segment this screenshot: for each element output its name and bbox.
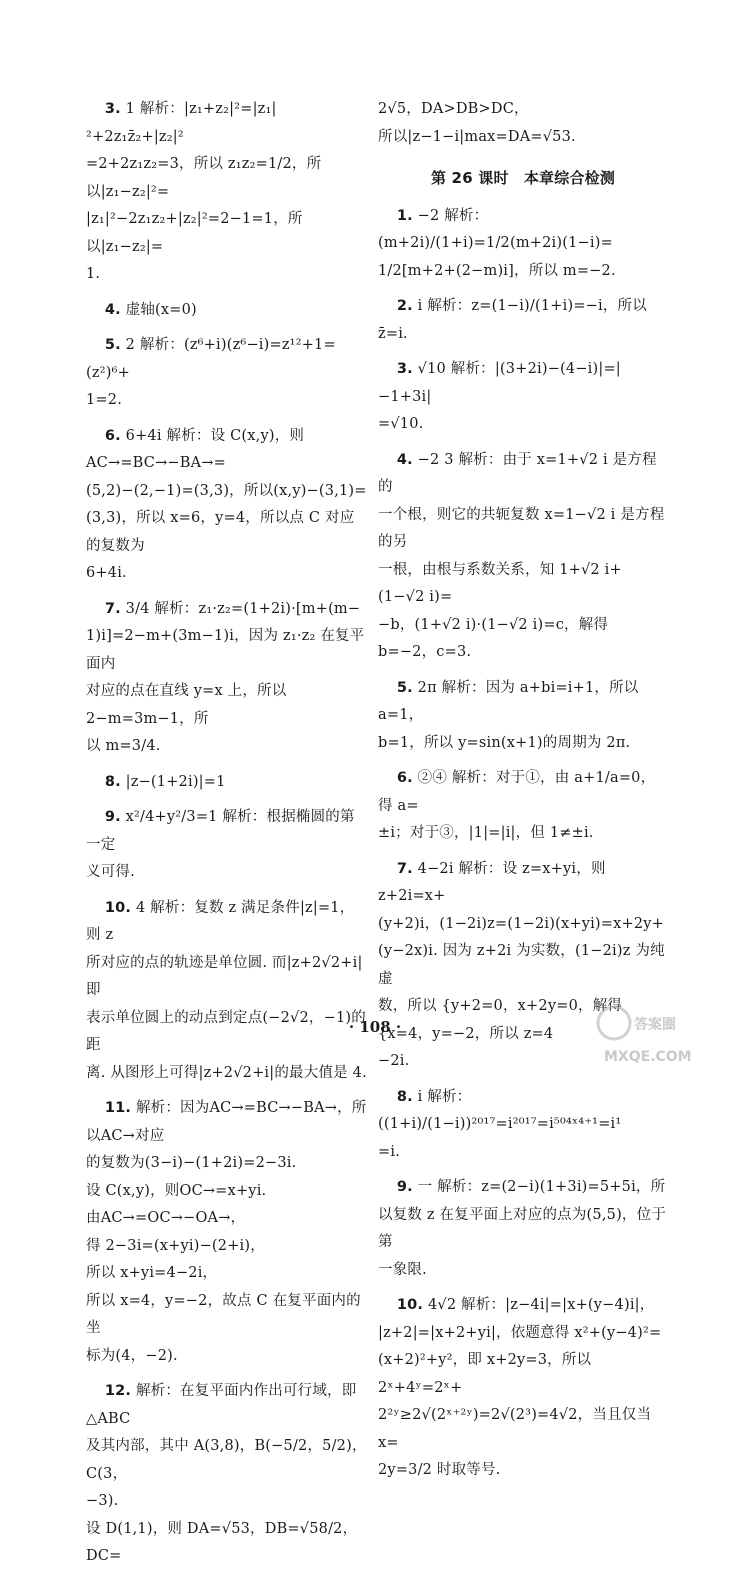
answer-item xyxy=(378,293,668,348)
item-number: 3. xyxy=(104,101,121,117)
item-number: 3. xyxy=(396,361,413,377)
item-text: 4√2 解析：|z−4i|=|x+(y−4)i|， xyxy=(423,1297,655,1313)
right-column-answers xyxy=(378,203,668,1485)
item-text: b=1，所以 y=sin(x+1)的周期为 2π. xyxy=(378,734,631,751)
answer-line xyxy=(378,820,668,848)
answer-line xyxy=(86,151,368,206)
item-text: (3,3)，所以 x=6，y=4，所以点 C 对应的复数为 xyxy=(86,510,355,554)
item-gap xyxy=(86,588,368,596)
item-text: 1 解析：|z₁+z₂|²=|z₁|²+2z₁z̄₂+|z₂|² xyxy=(86,101,277,145)
item-text: 所对应的点的轨迹是单位圆. 而|z+2√2+i|即 xyxy=(86,954,363,998)
item-text: =√10. xyxy=(378,416,424,432)
item-text: −2 解析：(m+2i)/(1+i)=1/2(m+2i)(1−i)= xyxy=(378,207,613,251)
answer-line xyxy=(378,258,668,286)
answer-line xyxy=(86,623,368,678)
item-number: 7. xyxy=(396,860,413,877)
item-text: 2y=3/2 时取等号. xyxy=(378,1462,501,1478)
answer-line xyxy=(86,478,368,506)
answer-line xyxy=(86,1178,368,1206)
answer-line xyxy=(86,1260,368,1288)
answer-line xyxy=(378,557,668,612)
item-number: 1. xyxy=(396,207,413,224)
item-text: 2√5，DA>DB>DC， xyxy=(378,101,529,117)
answer-line xyxy=(86,733,368,761)
item-text: ②④ 解析：对于①，由 a+1/a=0，得 a= xyxy=(378,770,656,814)
answer-line xyxy=(86,387,368,415)
answer-line xyxy=(86,859,368,887)
item-gap xyxy=(378,1076,668,1084)
answer-line xyxy=(86,1205,368,1233)
item-text: 所以 x+yi=4−2i， xyxy=(86,1265,218,1281)
item-text: 数，所以 {y+2=0，x+2y=0，解得 {x=4，y=−2，所以 z=4 xyxy=(378,998,623,1042)
item-text: √10 解析：|(3+2i)−(4−i)|=|−1+3i| xyxy=(378,361,621,405)
item-text: 以 m=3/4. xyxy=(86,738,161,754)
item-gap xyxy=(86,1370,368,1378)
section-heading: 第 26 课时 本章综合检测 xyxy=(430,169,616,187)
item-text: 6+4i 解析：设 C(x,y)，则 AC→=BC→−BA→= xyxy=(86,427,305,471)
item-text: 1)i]=2−m+(3m−1)i，因为 z₁·z₂ 在复平面内 xyxy=(86,628,365,672)
answer-line xyxy=(86,206,368,261)
item-text: i 解析：((1+i)/(1−i))²⁰¹⁷=i²⁰¹⁷=i⁵⁰⁴ˣ⁴⁺¹=i¹ xyxy=(378,1088,622,1132)
item-text: 对应的点在直线 y=x 上，所以 2−m=3m−1，所 xyxy=(86,683,287,727)
item-gap xyxy=(86,887,368,895)
answer-line xyxy=(86,1343,368,1371)
item-gap xyxy=(86,761,368,769)
answer-line xyxy=(86,678,368,733)
item-text: 义可得. xyxy=(86,864,135,880)
answer-item xyxy=(86,895,368,950)
item-gap xyxy=(378,757,668,765)
page-number: · 108 · xyxy=(348,1018,402,1036)
answer-line xyxy=(378,1139,668,1167)
item-number: 4. xyxy=(396,451,413,468)
item-gap xyxy=(86,796,368,804)
item-text: 一 解析：z=(2−i)(1+3i)=5+5i，所 xyxy=(412,1179,666,1195)
item-gap xyxy=(378,439,668,447)
answer-item xyxy=(378,1174,668,1202)
item-text: 4 解析：复数 z 满足条件|z|=1，则 z xyxy=(86,899,355,943)
answer-item xyxy=(378,356,668,411)
item-text: 2 解析：(z⁶+i)(z⁶−i)=z¹²+1=(z²)⁶+ xyxy=(86,337,336,381)
answer-item xyxy=(86,96,368,151)
item-number: 5. xyxy=(396,679,413,696)
item-text: 解析：在复平面内作出可行域，即△ABC xyxy=(86,1383,357,1427)
answer-line xyxy=(86,1150,368,1178)
item-text: 1/2[m+2+(2−m)i]，所以 m=−2. xyxy=(378,262,616,279)
answer-item xyxy=(86,596,368,624)
item-gap xyxy=(86,324,368,332)
right-column xyxy=(378,96,668,1485)
answer-line xyxy=(86,950,368,1005)
item-number: 11. xyxy=(104,1100,132,1116)
item-text: |z−(1+2i)|=1 xyxy=(120,773,226,790)
item-text: i 解析：z=(1−i)/(1+i)=−i，所以 z̄=i. xyxy=(378,298,647,342)
answer-line xyxy=(378,1257,668,1285)
item-gap xyxy=(378,848,668,856)
answer-item xyxy=(378,203,668,258)
left-column xyxy=(86,96,368,1571)
answer-item xyxy=(86,804,368,859)
item-number: 8. xyxy=(104,773,121,790)
item-text: 离. 从图形上可得|z+2√2+i|的最大值是 4. xyxy=(86,1064,367,1081)
answer-line xyxy=(378,911,668,939)
answer-item xyxy=(378,765,668,820)
item-number: 4. xyxy=(104,301,121,318)
answer-line xyxy=(86,560,368,588)
answer-line xyxy=(86,505,368,560)
answer-item xyxy=(378,1292,668,1320)
answer-line xyxy=(378,1457,668,1485)
answer-item xyxy=(378,856,668,911)
item-text: 解析：因为AC→=BC→−BA→，所以AC→对应 xyxy=(86,1100,367,1144)
answer-line xyxy=(378,411,668,439)
item-text: −2 3 解析：由于 x=1+√2 i 是方程的 xyxy=(378,451,657,495)
answer-line xyxy=(86,261,368,289)
item-text: 标为(4，−2). xyxy=(86,1347,178,1364)
watermark-logo xyxy=(594,997,744,1069)
item-text: =2+2z₁z₂=3，所以 z₁z₂=1/2，所以|z₁−z₂|²= xyxy=(86,156,322,200)
item-number: 9. xyxy=(104,809,121,825)
item-number: 10. xyxy=(396,1297,424,1313)
item-text: 由AC→=OC→−OA→， xyxy=(86,1210,246,1226)
answer-line xyxy=(378,124,668,152)
item-text: 一个根，则它的共轭复数 x=1−√2 i 是方程的另 xyxy=(378,506,665,550)
item-text: =i. xyxy=(378,1143,400,1160)
answer-line xyxy=(378,1347,668,1402)
item-text: 所以|z−1−i|max=DA=√53. xyxy=(378,128,576,145)
item-gap xyxy=(378,285,668,293)
answer-item xyxy=(86,297,368,325)
item-text: −3). xyxy=(86,1493,119,1509)
answer-line xyxy=(86,1516,368,1571)
answer-item xyxy=(86,332,368,387)
item-text: 得 2−3i=(x+yi)−(2+i)， xyxy=(86,1237,265,1254)
item-text: 所以 x=4，y=−2，故点 C 在复平面内的坐 xyxy=(86,1292,361,1336)
answer-line xyxy=(378,1402,668,1457)
item-text: (y−2x)i. 因为 z+2i 为实数，(1−2i)z 为纯虚 xyxy=(378,943,665,987)
answer-line xyxy=(378,938,668,993)
answer-item xyxy=(86,423,368,478)
answer-line xyxy=(378,730,668,758)
item-text: |z+2|=|x+2+yi|，依题意得 x²+(y−4)²= xyxy=(378,1324,662,1341)
item-gap xyxy=(378,1166,668,1174)
item-gap xyxy=(86,289,368,297)
item-text: 1=2. xyxy=(86,392,123,408)
item-text: (x+2)²+y²，即 x+2y=3，所以 2ˣ+4ʸ=2ˣ+ xyxy=(378,1352,592,1396)
item-text: (5,2)−(2,−1)=(3,3)，所以(x,y)−(3,1)= xyxy=(86,482,367,499)
answer-item xyxy=(86,1378,368,1433)
item-number: 12. xyxy=(104,1383,132,1399)
item-gap xyxy=(86,1087,368,1095)
answer-line xyxy=(378,1202,668,1257)
item-text: 3/4 解析：z₁·z₂=(1+2i)·[m+(m− xyxy=(120,600,361,617)
item-number: 7. xyxy=(104,600,121,617)
item-text: ±i；对于③，|1|=|i|，但 1≠±i. xyxy=(378,825,594,841)
item-text: 的复数为(3−i)−(1+2i)=2−3i. xyxy=(86,1155,297,1171)
answer-line xyxy=(86,1433,368,1488)
item-text: 一象限. xyxy=(378,1261,427,1278)
answer-item xyxy=(378,1084,668,1139)
item-number: 10. xyxy=(104,899,132,916)
item-number: 6. xyxy=(104,427,121,444)
item-text: 以复数 z 在复平面上对应的点为(5,5)，位于第 xyxy=(378,1206,667,1250)
item-text: (y+2)i，(1−2i)z=(1−2i)(x+yi)=x+2y+ xyxy=(378,915,665,932)
right-column-continuation xyxy=(378,96,668,151)
item-number: 8. xyxy=(396,1088,413,1105)
answer-line xyxy=(378,96,668,124)
item-gap xyxy=(378,667,668,675)
item-number: 5. xyxy=(104,337,121,353)
item-gap xyxy=(378,1284,668,1292)
item-text: 一根，由根与系数关系，知 1+√2 i+(1−√2 i)= xyxy=(378,561,622,605)
answer-line xyxy=(86,1288,368,1343)
item-text: −2i. xyxy=(378,1053,410,1069)
answer-line xyxy=(86,1488,368,1516)
item-text: 6+4i. xyxy=(86,565,127,581)
item-number: 2. xyxy=(396,298,413,314)
item-text: −b，(1+√2 i)·(1−√2 i)=c，解得 b=−2，c=3. xyxy=(378,616,609,660)
item-number: 6. xyxy=(396,770,413,786)
answer-line xyxy=(378,502,668,557)
item-text: 设 D(1,1)，则 DA=√53，DB=√58/2，DC= xyxy=(86,1520,358,1564)
item-text: 及其内部，其中 A(3,8)，B(−5/2，5/2)，C(3， xyxy=(86,1438,367,1482)
answer-line xyxy=(86,1233,368,1261)
item-gap xyxy=(86,415,368,423)
answer-item xyxy=(378,447,668,502)
answer-line xyxy=(86,1060,368,1088)
item-text: 2²ʸ≥2√(2ˣ⁺²ʸ)=2√(2³)=4√2，当且仅当 x= xyxy=(378,1407,652,1451)
item-number: 9. xyxy=(396,1179,413,1195)
answer-item xyxy=(378,675,668,730)
watermark-line1: 答案圈 xyxy=(634,1017,676,1033)
item-gap xyxy=(378,348,668,356)
item-text: 1. xyxy=(86,266,101,282)
answer-item xyxy=(86,769,368,797)
item-text: 表示单位圆上的动点到定点(−2√2，−1)的距 xyxy=(86,1009,366,1053)
item-text: |z₁|²−2z₁z₂+|z₂|²=2−1=1，所以|z₁−z₂|= xyxy=(86,211,303,255)
item-text: 2π 解析：因为 a+bi=i+1，所以 a=1， xyxy=(378,679,639,723)
item-text: 4−2i 解析：设 z=x+yi，则 z+2i=x+ xyxy=(378,860,606,904)
answer-item xyxy=(86,1095,368,1150)
item-text: 设 C(x,y)，则OC→=x+yi. xyxy=(86,1182,267,1199)
answer-line xyxy=(378,612,668,667)
item-text: 虚轴(x=0) xyxy=(120,301,197,318)
answer-line xyxy=(378,1320,668,1348)
watermark-line2: MXQE.COM xyxy=(604,1049,692,1065)
item-text: x²/4+y²/3=1 解析：根据椭圆的第一定 xyxy=(86,809,355,853)
